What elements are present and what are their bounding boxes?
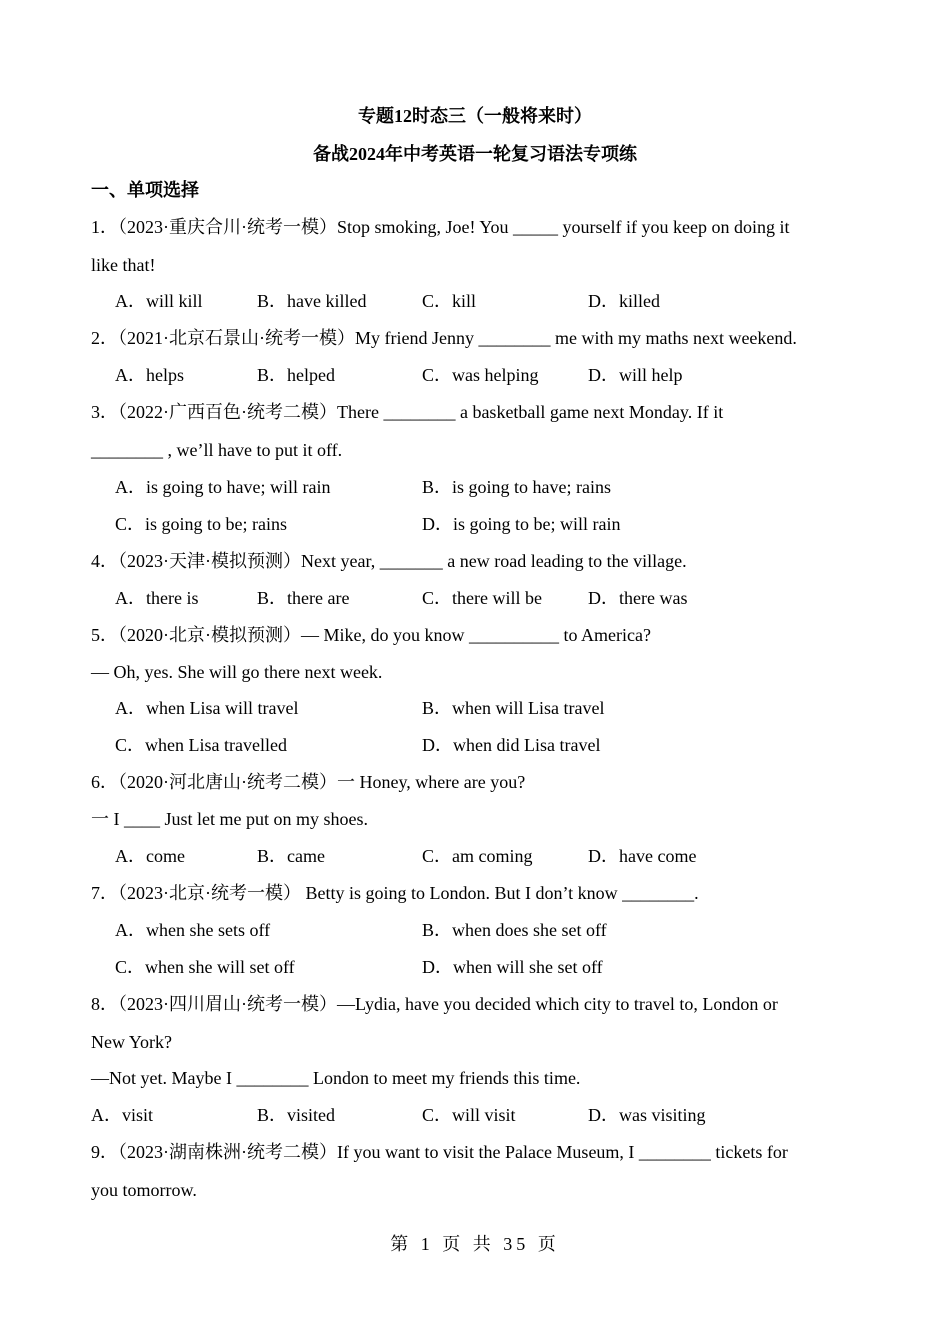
question-5-options-row-1 [0,696,800,720]
question-3-line-2: ________ , we’ll have to put it off. [91,440,343,460]
option-c[interactable]: C．when she will set off [115,957,295,977]
question-7-options-row-1 [0,918,800,942]
question-3-line-1: 3．（2022·广西百色·统考二模）There ________ a basketball game next Monday. If it [91,402,724,422]
question-6-line-2: 一 I ____ Just let me put on my shoes. [91,809,368,829]
option-a[interactable]: A．there is [115,588,199,608]
option-b[interactable]: B．when does she set off [422,920,607,940]
question-2-line-1: 2．（2021·北京石景山·统考一模）My friend Jenny ________ me with my maths next weekend. [91,328,797,348]
option-d[interactable]: D．when will she set off [422,957,603,977]
document-title: 专题12时态三（一般将来时） [358,106,592,126]
option-c[interactable]: C．am coming [422,846,533,866]
option-a[interactable]: A．visit [91,1105,154,1125]
option-c[interactable]: C．there will be [422,588,542,608]
section-heading: 一、单项选择 [91,180,199,200]
option-c[interactable]: C．is going to be; rains [115,514,287,534]
option-d[interactable]: D．is going to be; will rain [422,514,621,534]
option-d[interactable]: D．when did Lisa travel [422,735,601,755]
option-b[interactable]: B．is going to have; rains [422,477,611,497]
question-1-line-1: 1．（2023·重庆合川·统考一模）Stop smoking, Joe! You _____ yourself if you keep on doing it [91,217,790,237]
option-d[interactable]: D．there was [588,588,688,608]
question-1-options [0,289,800,313]
question-5-options-row-2 [0,733,800,757]
option-d[interactable]: D．was visiting [588,1105,706,1125]
option-c[interactable]: C．when Lisa travelled [115,735,287,755]
option-b[interactable]: B．helped [257,365,335,385]
option-d[interactable]: D．have come [588,846,697,866]
page-footer: 第 1 页 共 35 页 [390,1234,560,1254]
option-a[interactable]: A．come [115,846,185,866]
question-8-options [0,1103,800,1127]
option-a[interactable]: A．will kill [115,291,203,311]
question-4-line-1: 4．（2023·天津·模拟预测）Next year, _______ a new road leading to the village. [91,551,687,571]
question-9-line-1: 9．（2023·湖南株洲·统考二模）If you want to visit the Palace Museum, I ________ tickets for [91,1142,788,1162]
question-3-options-row-1 [0,475,800,499]
question-3-options-row-2 [0,512,800,536]
option-b[interactable]: B．visited [257,1105,336,1125]
question-9-line-2: you tomorrow. [91,1180,197,1200]
option-b[interactable]: B．came [257,846,325,866]
question-8-line-3: —Not yet. Maybe I ________ London to meet my friends this time. [91,1068,581,1088]
question-4-options [0,586,800,610]
question-7-options-row-2 [0,955,800,979]
option-b[interactable]: B．when will Lisa travel [422,698,605,718]
option-d[interactable]: D．killed [588,291,660,311]
question-7-line-1: 7．（2023·北京·统考一模） Betty is going to London. But I don’t know ________. [91,883,699,903]
option-c[interactable]: C．will visit [422,1105,516,1125]
option-d[interactable]: D．will help [588,365,683,385]
question-5-line-2: — Oh, yes. She will go there next week. [91,662,383,682]
option-a[interactable]: A．when Lisa will travel [115,698,299,718]
option-a[interactable]: A．is going to have; will rain [115,477,331,497]
option-b[interactable]: B．have killed [257,291,367,311]
question-8-line-1: 8．（2023·四川眉山·统考一模）—Lydia, have you decided which city to travel to, London or [91,994,778,1014]
question-5-line-1: 5．（2020·北京·模拟预测）— Mike, do you know __________ to America? [91,625,651,645]
question-6-options [0,844,800,868]
option-b[interactable]: B．there are [257,588,350,608]
option-c[interactable]: C．was helping [422,365,539,385]
question-2-options [0,363,800,387]
question-8-line-2: New York? [91,1032,172,1052]
question-6-line-1: 6．（2020·河北唐山·统考二模）一 Honey, where are you? [91,772,526,792]
option-a[interactable]: A．helps [115,365,184,385]
option-a[interactable]: A．when she sets off [115,920,271,940]
document-subtitle: 备战2024年中考英语一轮复习语法专项练 [313,144,637,164]
question-1-line-2: like that! [91,255,156,275]
option-c[interactable]: C．kill [422,291,477,311]
